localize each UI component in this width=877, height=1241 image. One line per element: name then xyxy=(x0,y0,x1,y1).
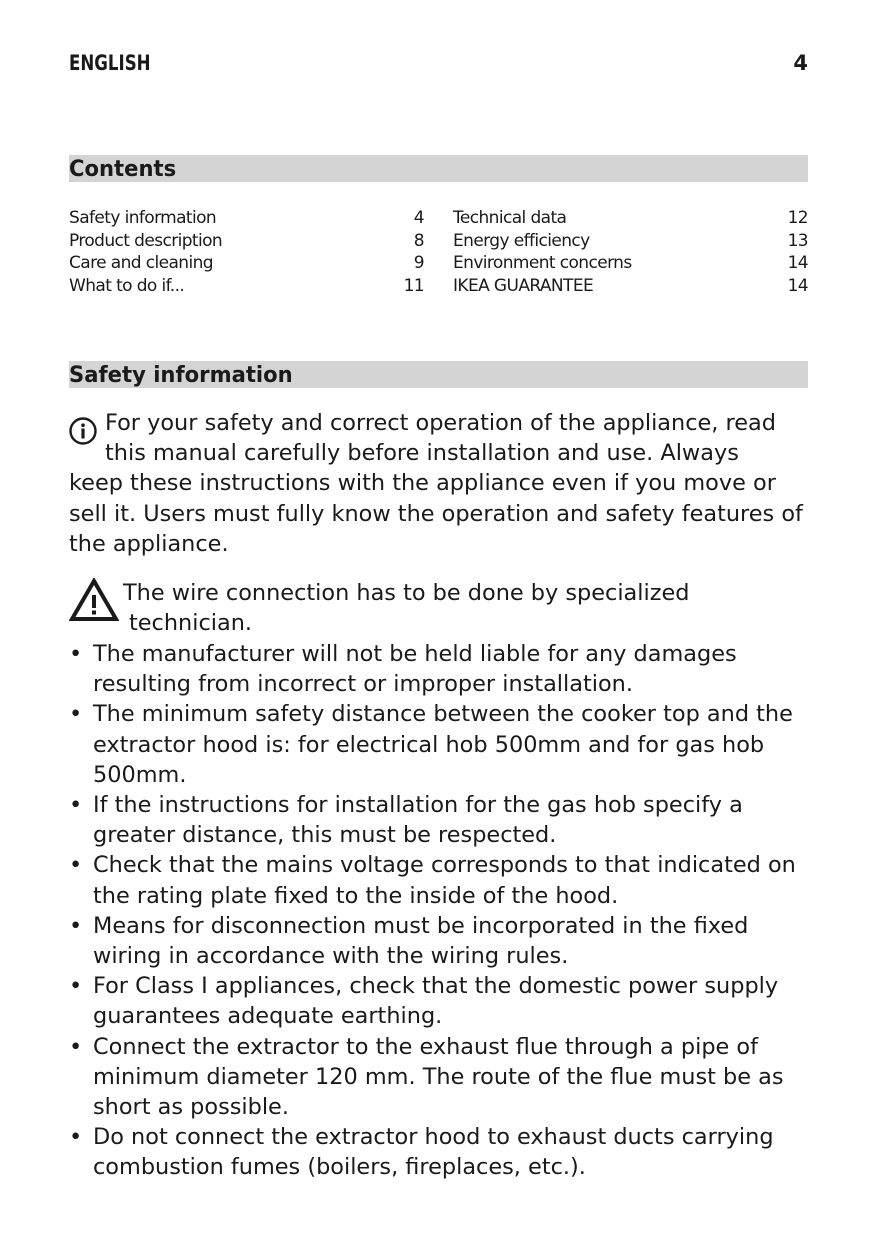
list-item: • Means for disconnection must be incorporated in the fixed wiring in accordance with the wiring rules. xyxy=(69,912,749,970)
list-item: • Do not connect the extractor hood to exhaust ducts carrying combustion fumes (boilers, fireplaces, etc.). xyxy=(69,1124,774,1181)
contents-heading: Contents xyxy=(69,155,808,182)
wiring-warning xyxy=(69,578,809,638)
toc-entry[interactable]: Technical data 12 xyxy=(453,208,808,228)
toc-left-column xyxy=(69,207,424,298)
toc-entry[interactable]: What to do if... 11 xyxy=(69,276,424,297)
toc-right-column xyxy=(453,207,808,298)
toc-entry[interactable]: Product description 8 xyxy=(69,230,424,251)
list-item: • For Class I appliances, check that the domestic power supply guarantees adequate earthing. xyxy=(69,973,779,1030)
toc-entry[interactable]: IKEA GUARANTEE 14 xyxy=(453,276,808,297)
toc-entry[interactable]: Energy efficiency 13 xyxy=(453,230,808,251)
list-item: • If the instructions for installation for the gas hob specify a greater distance, this must be respected. xyxy=(69,792,743,849)
list-item: • The manufacturer will not be held liable for any damages resulting from incorrect or improper installation. xyxy=(69,641,737,698)
toc-entry[interactable]: Care and cleaning 9 xyxy=(69,253,424,274)
warning-icon xyxy=(69,578,119,622)
header-language: ENGLISH xyxy=(69,51,151,75)
list-item: • Connect the extractor to the exhaust flue through a pipe of minimum diameter 120 mm. The route of the flue must be as short as possible. xyxy=(69,1033,784,1121)
intro-rest: keep these instructions with the appliance even if you move or sell it. Users must fully know the operation and safety features of the appliance. xyxy=(69,470,803,557)
warning-line-1: The wire connection has to be done by specialized xyxy=(123,580,690,606)
safety-bullet-list xyxy=(69,639,809,1183)
safety-heading: Safety information xyxy=(69,361,808,388)
page-number: 4 xyxy=(793,51,808,75)
toc-entry[interactable]: Safety information 4 xyxy=(69,208,424,228)
intro-line-1: For your safety and correct operation of the appliance, read xyxy=(105,410,776,436)
list-item: • Check that the mains voltage corresponds to that indicated on the rating plate fixed to the inside of the hood. xyxy=(69,852,796,909)
list-item: • The minimum safety distance between the cooker top and the extractor hood is: for electrical hob 500mm and for gas hob 500mm. xyxy=(69,701,793,788)
info-icon xyxy=(69,417,97,445)
intro-line-2: this manual carefully before installation and use. Always xyxy=(105,440,739,467)
toc-entry[interactable]: Environment concerns 14 xyxy=(453,253,808,274)
safety-intro xyxy=(69,408,809,559)
warning-line-2: technician. xyxy=(129,610,253,637)
